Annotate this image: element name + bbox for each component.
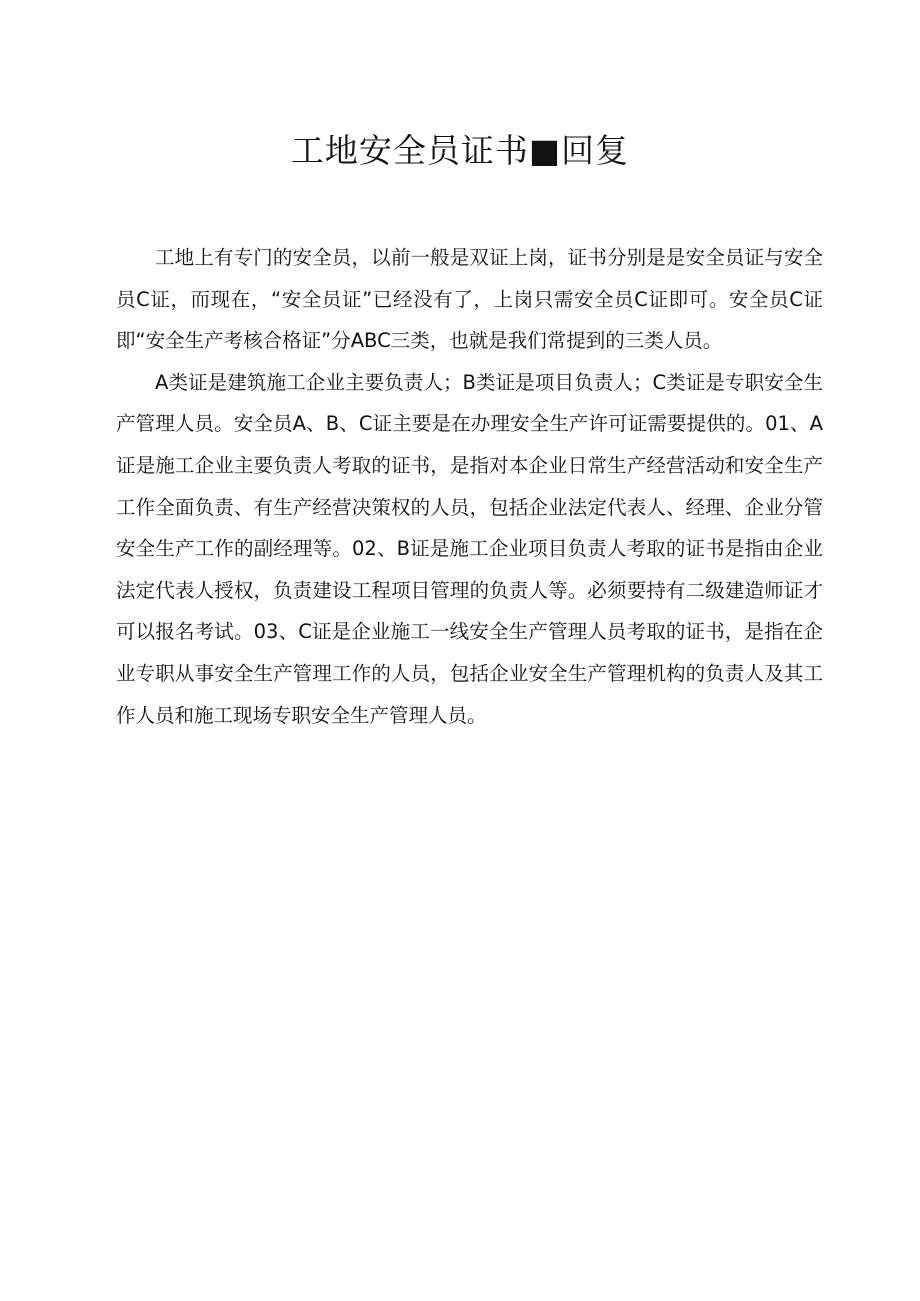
document-body bbox=[116, 237, 823, 736]
paragraph: 工地上有专门的安全员，以前一般是双证上岗，证书分别是是安全员证与安全员C证，而现在，“安全员证”已经没有了，上岗只需安全员C证即可。安全员C证即“安全生产考核合格证”分ABC三类，也就是我们常提到的三类人员。 bbox=[116, 246, 823, 353]
paragraph: A类证是建筑施工企业主要负责人；B类证是项目负责人；C类证是专职安全生产管理人员。安全员A、B、C证主要是在办理安全生产许可证需要提供的。01、A证是施工企业主要负责人考取的证书，是指对本企业日常生产经营活动和安全生产工作全面负责、有生产经营决策权的人员，包括企业法定代表人、经理、企业分管安全生产工作的副经理等。02、B证是施工企业项目负责人考取的证书是指由企业法定代表人授权，负责建设工程项目管理的负责人等。必须要持有二级建造师证才可以报名考试。03、C证是企业施工一线安全生产管理人员考取的证书，是指在企业专职从事安全生产管理工作的人员，包括企业安全生产管理机构的负责人及其工作人员和施工现场专职安全生产管理人员。 bbox=[116, 370, 823, 727]
document-title: 工地安全员证书■回复 bbox=[290, 131, 630, 170]
